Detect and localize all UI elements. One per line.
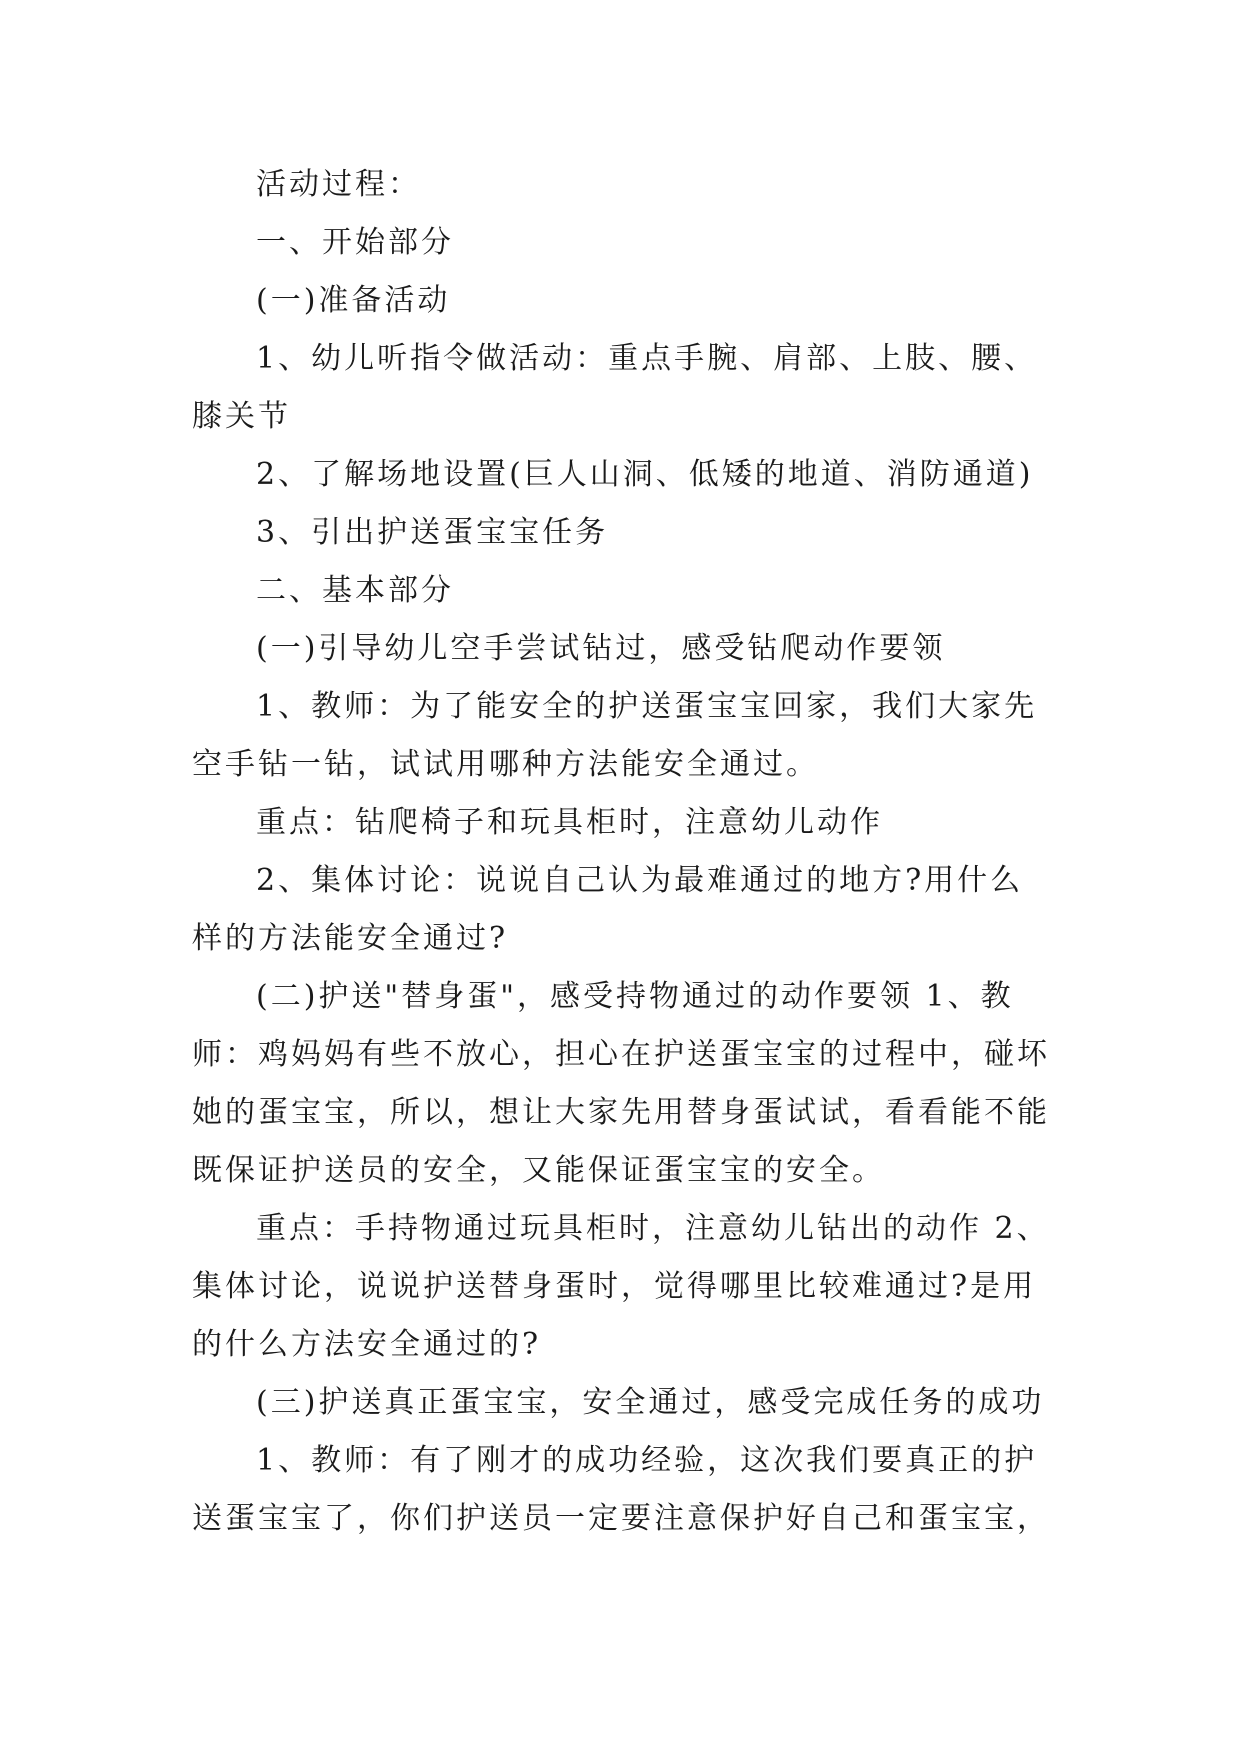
- paragraph-subsection-warmup: (一)准备活动: [256, 283, 451, 318]
- paragraph-activity-process: 活动过程：: [256, 167, 421, 202]
- paragraph-subsection-2: (二)护送"替身蛋"，感受持物通过的动作要领 1、教师：鸡妈妈有些不放心，担心在护送蛋宝宝的过程中，碰坏她的蛋宝宝，所以，想让大家先用替身蛋试试，看看能不能既保证护送员的安全，又能保证蛋宝宝的安全。: [192, 979, 1050, 1188]
- paragraph-subsection-1: (一)引导幼儿空手尝试钻过，感受钻爬动作要领: [256, 631, 946, 666]
- document-body: [192, 156, 1052, 1548]
- paragraph-group-discussion-1: 2、集体讨论：说说自己认为最难通过的地方?用什么样的方法能安全通过?: [192, 863, 1024, 956]
- paragraph-subsection-3: (三)护送真正蛋宝宝，安全通过，感受完成任务的成功: [256, 1385, 1045, 1420]
- paragraph-key-point-1: 重点：钻爬椅子和玩具柜时，注意幼儿动作: [256, 805, 883, 840]
- paragraph-section-1-heading: 一、开始部分: [256, 225, 454, 260]
- paragraph-key-point-2: 重点：手持物通过玩具柜时，注意幼儿钻出的动作 2、集体讨论，说说护送替身蛋时，觉得哪里比较难通过?是用的什么方法安全通过的?: [192, 1211, 1050, 1362]
- paragraph-item-3: 3、引出护送蛋宝宝任务: [256, 515, 609, 550]
- paragraph-section-2-heading: 二、基本部分: [256, 573, 454, 608]
- paragraph-teacher-instruction-1: 1、教师：为了能安全的护送蛋宝宝回家，我们大家先空手钻一钻，试试用哪种方法能安全通过。: [192, 689, 1038, 782]
- paragraph-teacher-instruction-3: 1、教师：有了刚才的成功经验，这次我们要真正的护送蛋宝宝了，你们护送员一定要注意保护好自己和蛋宝宝，: [192, 1443, 1050, 1536]
- paragraph-item-1: 1、幼儿听指令做活动：重点手腕、肩部、上肢、腰、膝关节: [192, 341, 1038, 434]
- paragraph-item-2: 2、了解场地设置(巨人山洞、低矮的地道、消防通道): [256, 457, 1034, 492]
